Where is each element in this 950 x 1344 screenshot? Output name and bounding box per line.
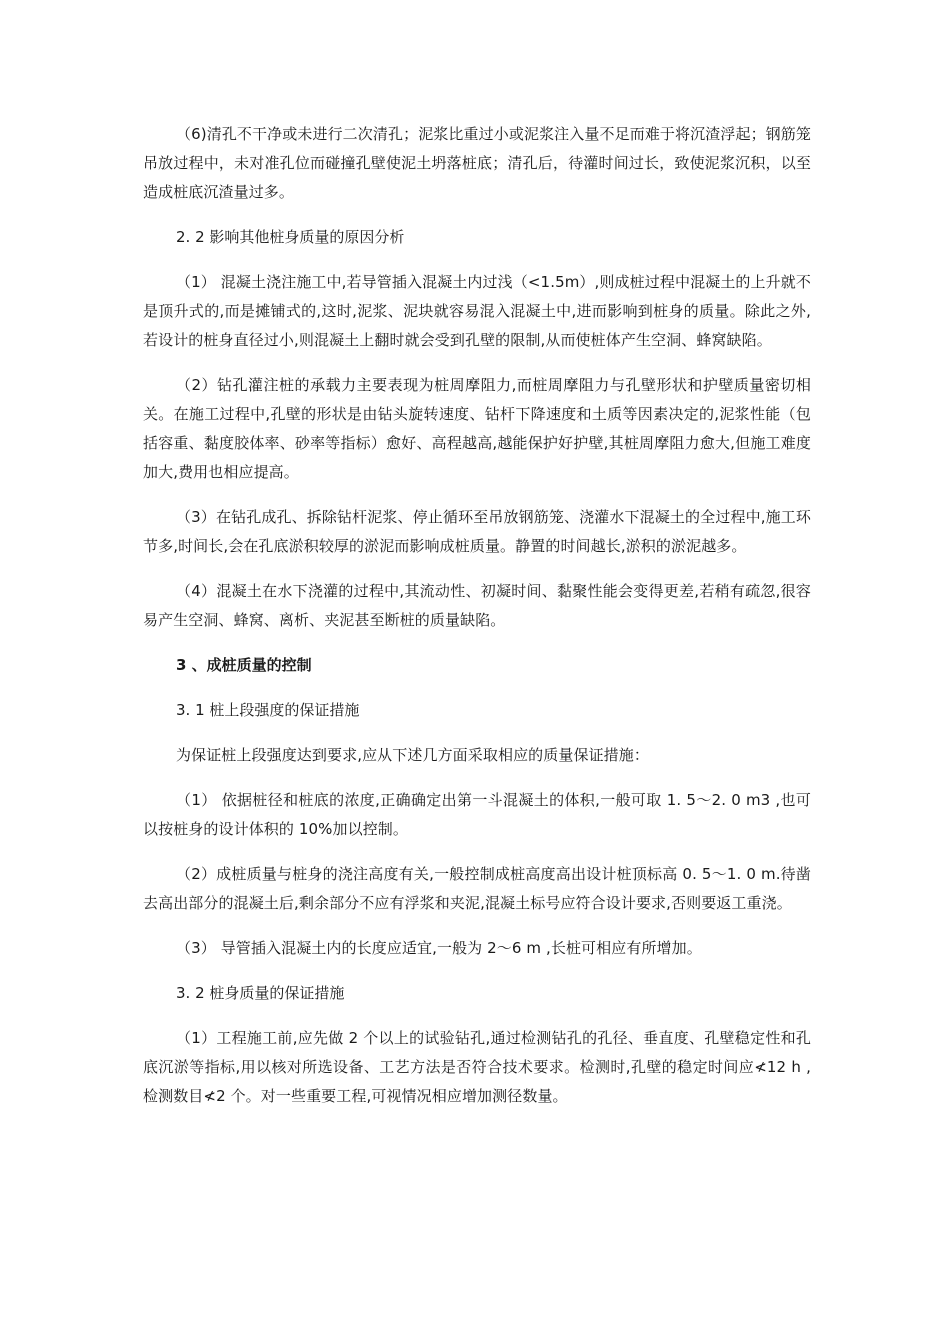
paragraph-measure-2: （2）成桩质量与桩身的浇注高度有关,一般控制成桩高度高出设计桩顶标高 0. 5～1. 0 m.待凿去高出部分的混凝土后,剩余部分不应有浮浆和夹泥,混凝土标号应符合设计要求,否则要返工重浇。 [143,865,811,912]
paragraph-pile-body-1: （1）工程施工前,应先做 2 个以上的试验钻孔,通过检测钻孔的孔径、垂直度、孔壁稳定性和孔底沉淤等指标,用以核对所选设备、工艺方法是否符合技术要求。检测时,孔壁的稳定时间应≮12 h ,检测数目≮2 个。对一些重要工程,可视情况相应增加测径数量。 [143,1029,811,1105]
spacer [143,770,811,786]
spacer [143,963,811,979]
spacer [143,207,811,223]
paragraph-item-1: （1） 混凝土浇注施工中,若导管插入混凝土内过浅（<1.5m）,则成桩过程中混凝土的上升就不是顶升式的,而是摊铺式的,这时,泥浆、泥块就容易混入混凝土中,进而影响到桩身的质量。除此之外,若设计的桩身直径过小,则混凝土上翻时就会受到孔壁的限制,从而使桩体产生空洞、蜂窝缺陷。 [143,273,811,349]
spacer [143,844,811,860]
paragraph-intro-3-1: 为保证桩上段强度达到要求,应从下述几方面采取相应的质量保证措施： [176,746,649,764]
paragraph-item-2: （2）钻孔灌注桩的承载力主要表现为桩周摩阻力,而桩周摩阻力与孔壁形状和护壁质量密切相关。在施工过程中,孔壁的形状是由钻头旋转速度、钻杆下降速度和土质等因素决定的,泥浆性能（包括容重、黏度胶体率、砂率等指标）愈好、高程越高,越能保护好护壁,其桩周摩阻力愈大,但施工难度加大,费用也相应提高。 [143,376,811,481]
spacer [143,918,811,934]
spacer [143,1008,811,1024]
paragraph-measure-1: （1） 依据桩径和桩底的浓度,正确确定出第一斗混凝土的体积,一般可取 1. 5～2. 0 m3 ,也可以按桩身的设计体积的 10%加以控制。 [143,791,811,838]
spacer [143,487,811,503]
document-body [143,120,811,1111]
spacer [143,561,811,577]
spacer [143,725,811,741]
spacer [143,252,811,268]
spacer [143,635,811,651]
paragraph-item-3: （3）在钻孔成孔、拆除钻杆泥浆、停止循环至吊放钢筋笼、浇灌水下混凝土的全过程中,施工环节多,时间长,会在孔底淤积较厚的淤泥而影响成桩质量。静置的时间越长,淤积的淤泥越多。 [143,508,811,555]
paragraph-cleaning-hole: （6)清孔不干净或未进行二次清孔；泥浆比重过小或泥浆注入量不足而难于将沉渣浮起；钢筋笼吊放过程中，未对准孔位而碰撞孔壁使泥土坍落桩底；清孔后，待灌时间过长，致使泥浆沉积，以至造成桩底沉渣量过多。 [143,125,811,201]
spacer [143,355,811,371]
section-heading-3-2: 3. 2 桩身质量的保证措施 [176,984,345,1002]
section-heading-3-1: 3. 1 桩上段强度的保证措施 [176,701,360,719]
section-heading-2-2: 2. 2 影响其他桩身质量的原因分析 [176,228,405,246]
paragraph-item-4: （4）混凝土在水下浇灌的过程中,其流动性、初凝时间、黏聚性能会变得更差,若稍有疏忽,很容易产生空洞、蜂窝、离析、夹泥甚至断桩的质量缺陷。 [143,582,811,629]
section-heading-3: 3 、成桩质量的控制 [176,656,312,674]
spacer [143,680,811,696]
paragraph-measure-3: （3） 导管插入混凝土内的长度应适宜,一般为 2～6 m ,长桩可相应有所增加。 [176,939,702,957]
